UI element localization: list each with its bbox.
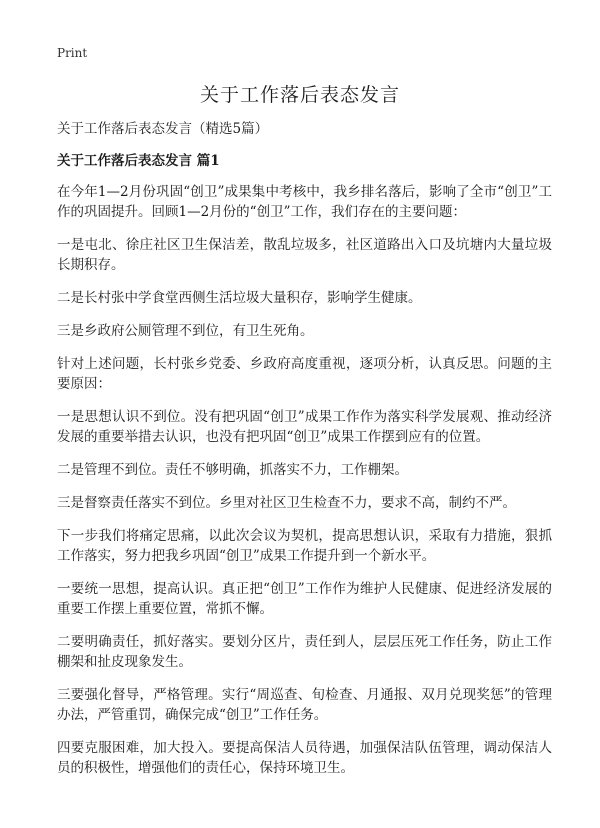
paragraph-4: 三是乡政府公厕管理不到位，有卫生死角。 bbox=[57, 323, 314, 339]
paragraph-9: 下一步我们将痛定思痛，以此次会议为契机，提高思想认识，采取有力措施，狠抓工作落实，努力把我乡巩固“创卫”成果工作提升到一个新水平。 bbox=[57, 528, 552, 564]
section-heading: 关于工作落后表态发言 篇1 bbox=[57, 153, 220, 169]
print-label: Print bbox=[57, 46, 88, 60]
document-title: 关于工作落后表态发言 bbox=[199, 84, 400, 106]
paragraph-2: 一是屯北、徐庄社区卫生保洁差，散乱垃圾多，社区道路出入口及坑塘内大量垃圾长期积存。 bbox=[57, 237, 552, 273]
paragraph-11: 二要明确责任，抓好落实。要划分区片，责任到人，层层压死工作任务，防止工作棚架和扯皮现象发生。 bbox=[57, 634, 552, 670]
paragraph-6: 一是思想认识不到位。没有把巩固“创卫”成果工作作为落实科学发展观、推动经济发展的重要举措去认识，也没有把巩固“创卫”成果工作摆到应有的位置。 bbox=[57, 409, 552, 445]
paragraph-13: 四要克服困难，加大投入。要提高保洁人员待遇，加强保洁队伍管理，调动保洁人员的积极性，增强他们的责任心，保持环境卫生。 bbox=[57, 740, 552, 776]
paragraph-3: 二是长村张中学食堂西侧生活垃圾大量积存，影响学生健康。 bbox=[57, 290, 422, 306]
paragraph-7: 二是管理不到位。责任不够明确，抓落实不力，工作棚架。 bbox=[57, 462, 408, 478]
paragraph-10: 一要统一思想，提高认识。真正把“创卫”工作作为维护人民健康、促进经济发展的重要工作摆上重要位置，常抓不懈。 bbox=[57, 581, 552, 617]
paragraph-8: 三是督察责任落实不到位。乡里对社区卫生检查不力，要求不高，制约不严。 bbox=[57, 495, 516, 511]
paragraph-1: 在今年1—2月份巩固“创卫”成果集中考核中，我乡排名落后，影响了全市“创卫”工作的巩固提升。回顾1—2月份的“创卫”工作，我们存在的主要问题： bbox=[57, 184, 552, 220]
document-subtitle: 关于工作落后表态发言（精选5篇） bbox=[57, 121, 269, 137]
paragraph-12: 三要强化督导，严格管理。实行“周巡查、旬检查、月通报、双月兑现奖惩”的管理办法，严管重罚，确保完成“创卫”工作任务。 bbox=[57, 687, 552, 723]
document-body bbox=[57, 119, 552, 791]
paragraph-5: 针对上述问题，长村张乡党委、乡政府高度重视，逐项分析，认真反思。问题的主要原因： bbox=[57, 356, 552, 392]
